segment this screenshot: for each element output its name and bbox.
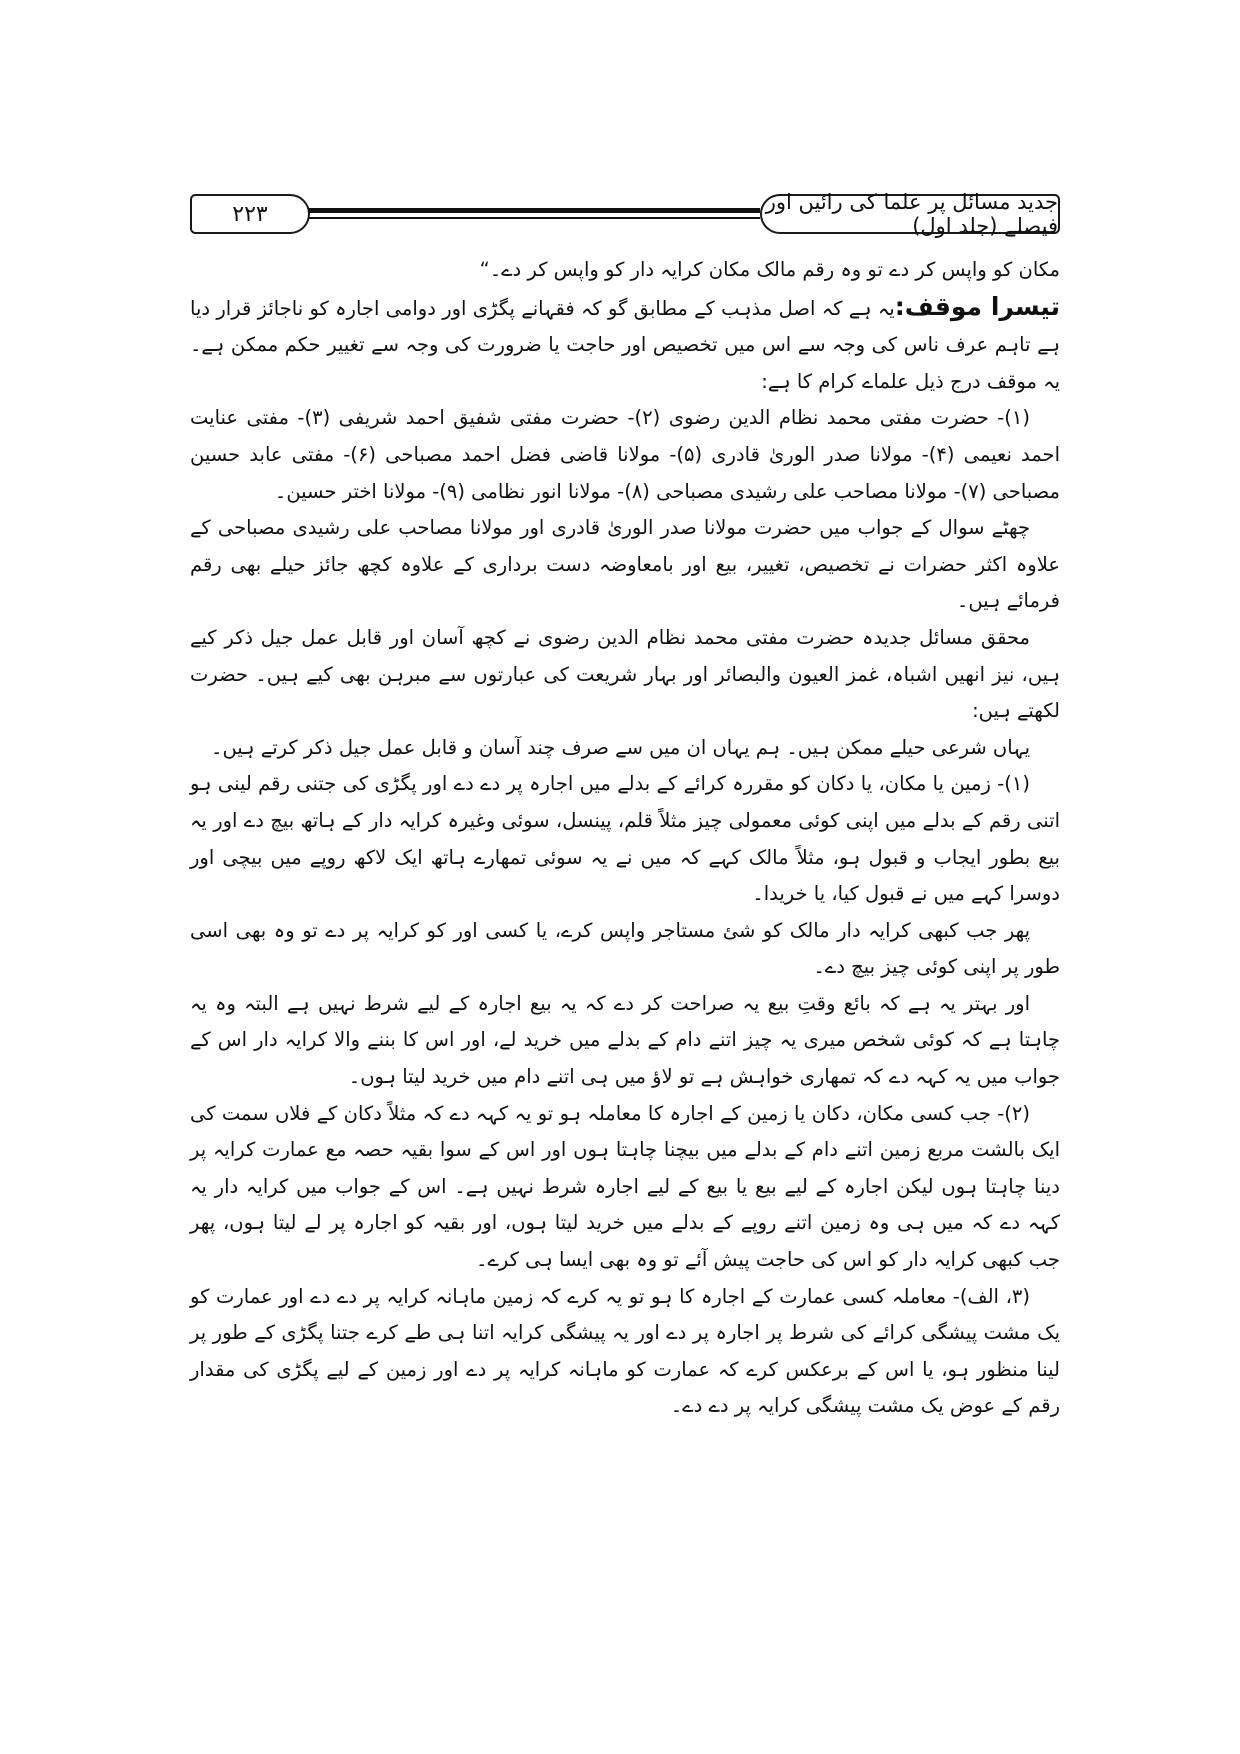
paragraph-2 — [190, 289, 1060, 401]
book-title: جدید مسائل پر علما کی رائیں اور فیصلے (جلد اول) — [760, 194, 1060, 234]
paragraph-4: چھٹے سوال کے جواب میں حضرت مولانا صدر الوریٰ قادری اور مولانا مصاحب علی رشیدی مصباحی کے علاوہ اکثر حضرات نے تخصیص، تغییر، بیع اور بامعاوضہ دست برداری کے علاوہ کچھ جائز حیلے بھی رقم فرمائے ہیں۔ — [190, 516, 1060, 613]
header-rule-thick — [308, 208, 760, 213]
paragraph-2-text: یہ ہے کہ اصل مذہب کے مطابق گو کہ فقہانے پگڑی اور دوامی اجارہ کو ناجائز قرار دیا ہے تاہم عرف ناس کی وجہ سے اس میں تخصیص اور حاجت یا ضرورت کی وجہ سے تغییر حکم ممکن ہے۔ یہ موقف درج ذیل علماے کرام کا ہے: — [190, 296, 1060, 393]
scholars-list: (۱)- حضرت مفتی محمد نظام الدین رضوی (۲)- حضرت مفتی شفیق احمد شریفی (۳)- مفتی عنایت احمد نعیمی (۴)- مولانا صدر الوریٰ قادری (۵)- مولانا قاضی فضل احمد مصباحی (۶)- مفتی عابد حسین مصباحی (۷)- مولانا مصاحب علی رشیدی مصباحی (۸)- مولانا انور نظامی (۹)- مولانا اختر حسین۔ — [190, 406, 1060, 503]
paragraph-9: اور بہتر یہ ہے کہ بائع وقتِ بیع یہ صراحت کر دے کہ یہ بیع اجارہ کے لیے شرط نہیں ہے البتہ وہ یہ چاہتا ہے کہ کوئی شخص میری یہ چیز اتنے دام کے بدلے میں خرید لے، اور اس کا بننے والا کرایہ دار اس کے جواب میں یہ کہہ دے کہ تمھاری خواہش ہے تو لاؤ میں ہی اتنے دام میں خرید لیتا ہوں۔ — [190, 991, 1060, 1089]
paragraph-5: محقق مسائل جدیدہ حضرت مفتی محمد نظام الدین رضوی نے کچھ آسان اور قابل عمل جیل ذکر کیے ہیں، نیز انھیں اشباہ، غمز العیون والبصائر اور بہار شریعت کی عبارتوں سے مبرہن بھی کیے ہیں۔ حضرت لکھتے ہیں: — [190, 625, 1060, 723]
paragraph-7: (۱)- زمین یا مکان، یا دکان کو مقررہ کرائے کے بدلے میں اجارہ پر دے دے اور پگڑی کی جتنی رقم لینی ہو اتنی رقم کے بدلے میں اپنی کوئی معمولی چیز مثلاً قلم، پینسل، سوئی وغیرہ کرایہ دار کے ہاتھ بیچ دے اور یہ بیع بطور ایجاب و قبول ہو، مثلاً مالک کہے کہ میں نے یہ سوئی تمھارے ہاتھ ایک لاکھ روپے میں بیچی اور دوسرا کہے میں نے قبول کیا، یا خریدا۔ — [190, 772, 1060, 906]
header-rule-thin — [308, 217, 760, 219]
page-header — [190, 190, 1060, 238]
third-position-heading: تیسرا موقف: — [894, 291, 1060, 321]
page-number: ۲۲۳ — [190, 194, 310, 234]
page-body — [190, 252, 1060, 1425]
paragraph-6: یہاں شرعی حیلے ممکن ہیں۔ ہم یہاں ان میں سے صرف چند آسان و قابل عمل جیل ذکر کرتے ہیں۔ — [211, 735, 1030, 759]
paragraph-8: پھر جب کبھی کرایہ دار مالک کو شئ مستاجر واپس کرے، یا کسی اور کو کرایہ پر دے تو وہ بھی اسی طور پر اپنی کوئی چیز بیچ دے۔ — [190, 918, 1060, 979]
paragraph-1: مکان کو واپس کر دے تو وہ رقم مالک مکان کرایہ دار کو واپس کر دے۔“ — [479, 258, 1060, 281]
paragraph-11: (۳، الف)- معاملہ کسی عمارت کے اجارہ کا ہو تو یہ کرے کہ زمین ماہانہ کرایہ پر دے دے اور عمارت کو یک مشت پیشگی کرائے کی شرط پر اجارہ پر دے اور یہ پیشگی کرایہ اتنا ہی طے کرے جتنا پگڑی کے طور پر لینا منظور ہو، یا اس کے برعکس کرے کہ عمارت کو ماہانہ کرایہ پر دے اور زمین کے لیے پگڑی کی مقدار رقم کے عوض یک مشت پیشگی کرایہ پر دے دے۔ — [190, 1284, 1060, 1418]
paragraph-10: (۲)- جب کسی مکان، دکان یا زمین کے اجارہ کا معاملہ ہو تو یہ کہہ دے کہ مثلاً دکان کے فلاں سمت کی ایک بالشت مربع زمین اتنے دام کے بدلے میں بیچنا چاہتا ہوں اور اس کے سوا بقیہ حصہ مع عمارت کرایہ پر دینا چاہتا ہوں لیکن اجارہ کے لیے بیع یا بیع کے لیے اجارہ شرط نہیں ہے۔ اس کے جواب میں کرایہ دار یہ کہہ دے کہ میں ہی وہ زمین اتنے روپے کے بدلے میں خرید لیتا ہوں، اور بقیہ کو اجارہ پر لے لیتا ہوں، پھر جب کبھی کرایہ دار کو اس کی حاجت پیش آئے تو وہ بھی ایسا ہی کرے۔ — [190, 1101, 1060, 1272]
